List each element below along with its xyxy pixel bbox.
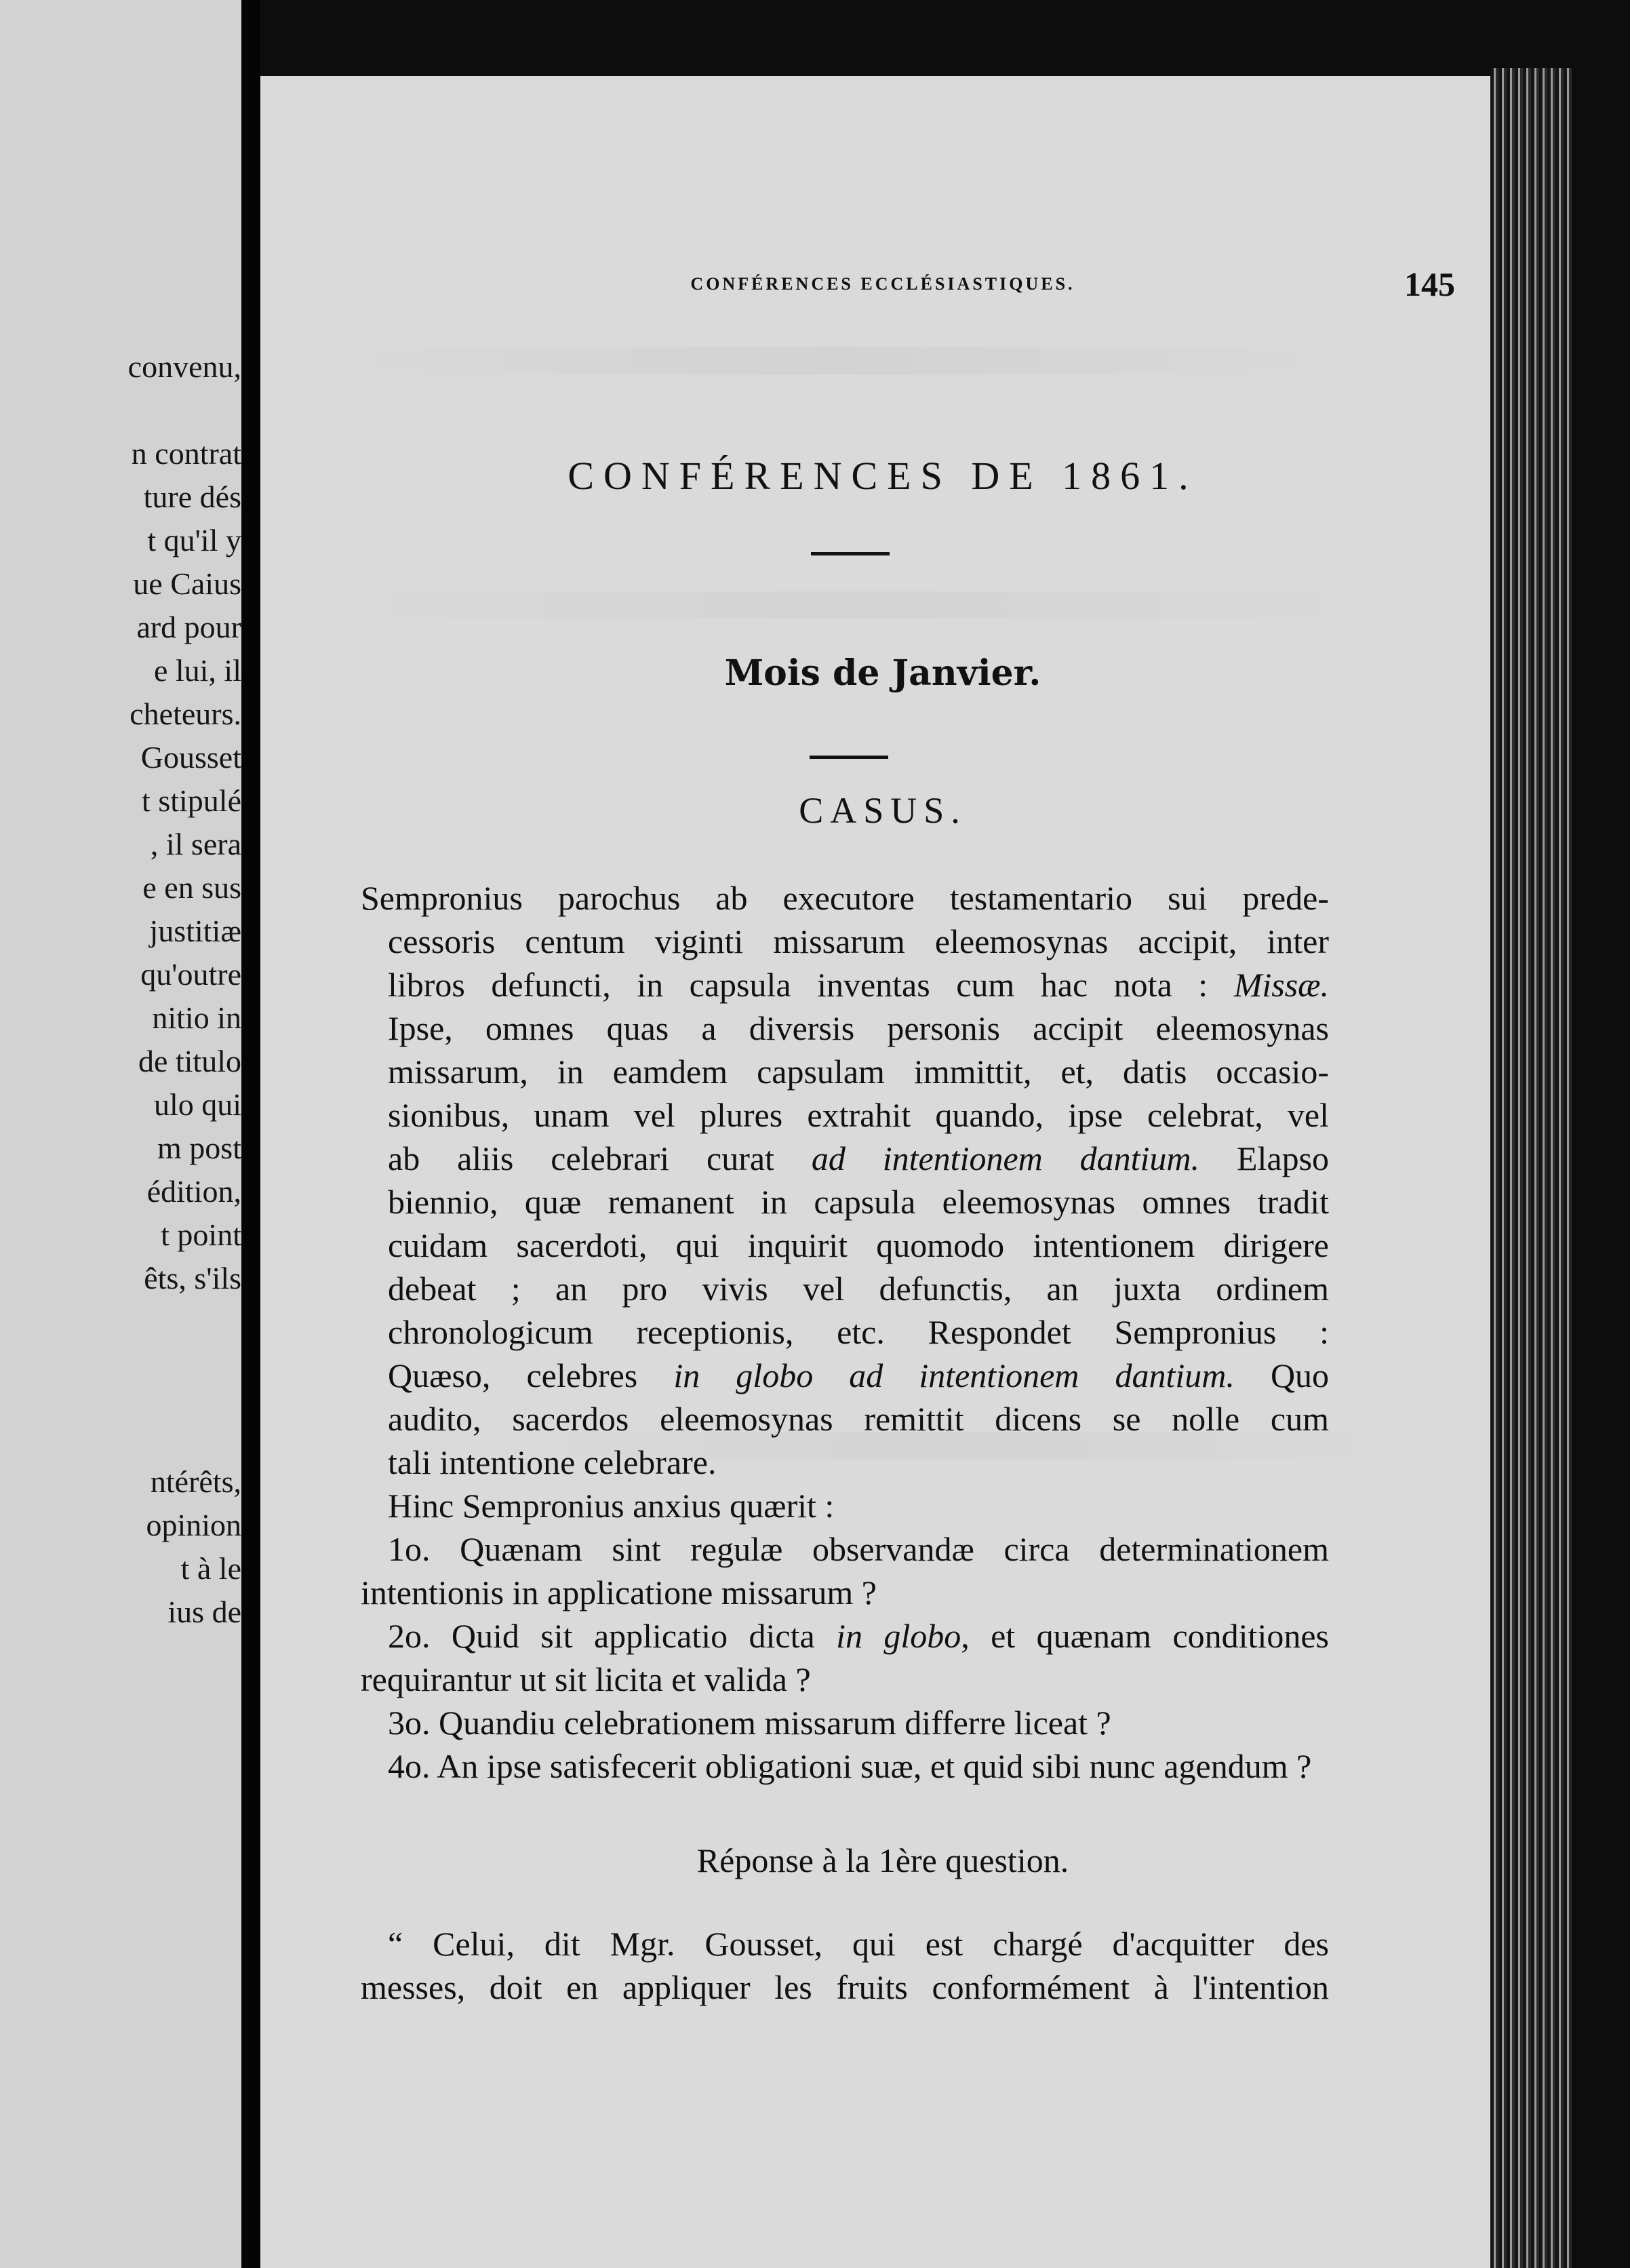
quote-line [361, 1966, 1329, 2009]
quote-line [388, 1922, 1329, 1966]
line-text: audito, sacerdos eleemosynas remittit dicens se nolle cum [388, 1400, 1329, 1438]
page-title: CONFÉRENCES DE 1861. [568, 454, 1198, 498]
line-text: debeat ; an pro vivis vel defunctis, an juxta ordinem [388, 1270, 1329, 1308]
line-text: tali intentione celebrare. [388, 1443, 717, 1481]
running-head: CONFÉRENCES ECCLÉSIASTIQUES. [690, 274, 1075, 294]
bleed-through-shadow [328, 347, 1345, 374]
italic-missae: Missæ. [1233, 966, 1329, 1004]
page-number: 145 [1404, 265, 1455, 303]
line-text: cessoris centum viginti missarum eleemosynas accipit, inter [388, 922, 1329, 960]
left-page-line: , il sera [150, 827, 241, 861]
left-page-line: t qu'il y [147, 523, 241, 558]
left-page-line: n contrat [131, 436, 241, 471]
question-3: 3o. Quandiu celebrationem missarum differre liceat ? [388, 1704, 1111, 1742]
left-page-line: opinion [146, 1508, 241, 1542]
paragraph-line [388, 1006, 1329, 1050]
line-text: Elapso [1236, 1139, 1330, 1177]
line-text: cuidam sacerdoti, qui inquirit quomodo intentionem dirigere [388, 1226, 1329, 1264]
ornamental-rule [810, 756, 888, 759]
left-page-line: êts, s'ils [144, 1261, 241, 1295]
left-page-line: qu'outre [140, 957, 241, 992]
question-2 [361, 1614, 1329, 1701]
left-page-line: ulo qui [153, 1087, 241, 1122]
q2-italic: in globo [836, 1617, 961, 1655]
q2-text-b: , et quænam conditiones requirantur ut sit licita et valida ? [361, 1617, 1329, 1698]
line-text: Ipse, omnes quas a diversis personis accipit eleemosynas [388, 1009, 1329, 1047]
bleed-through-shadow [328, 591, 1379, 619]
paragraph-line [388, 1441, 1329, 1484]
line-text: “ Celui, dit Mgr. Gousset, qui est chargé d'acquitter des [388, 1925, 1329, 1963]
paragraph-line [388, 1354, 1329, 1397]
line-text: biennio, quæ remanent in capsula eleemosynas omnes tradit [388, 1183, 1329, 1221]
left-page-line: Gousset [140, 740, 241, 775]
left-page-line: nitio in [152, 1000, 241, 1035]
response-heading: Réponse à la 1ère question. [696, 1841, 1069, 1879]
hinc-line: Hinc Sempronius anxius quærit : [388, 1487, 835, 1525]
left-page-line: ius de [167, 1595, 241, 1629]
left-page-line: de titulo [138, 1044, 241, 1078]
italic-in-globo: in globo ad intentionem dantium. [673, 1356, 1235, 1394]
left-page-line: cheteurs. [130, 697, 241, 731]
left-page-line: justitiæ [149, 914, 241, 948]
ornamental-rule [811, 552, 890, 555]
line-text: ab aliis celebrari curat [388, 1139, 774, 1177]
line-text: Quæso, celebres [388, 1356, 638, 1394]
left-page-line: édition, [146, 1174, 241, 1209]
paragraph-line [388, 1397, 1329, 1441]
left-page-line: ture dés [143, 480, 241, 514]
italic-ad-intentionem: ad intentionem dantium. [811, 1139, 1200, 1177]
left-page-line: ard pour [136, 610, 241, 644]
left-page-line: t point [161, 1217, 241, 1252]
line-text: chronologicum receptionis, etc. Respondet Sempronius : [388, 1313, 1329, 1351]
left-page-line: t à le [180, 1551, 241, 1586]
question-1: 1o. Quænam sint regulæ observandæ circa determinationem intentionis in applicatione missarum ? [361, 1530, 1329, 1611]
page-edges [1490, 68, 1572, 2268]
paragraph-line [388, 963, 1329, 1006]
line-text: messes, doit en appliquer les fruits conformément à l'intention [361, 1968, 1329, 2006]
line-text: libros defuncti, in capsula inventas cum hac nota : [388, 966, 1208, 1004]
left-page-fragment [0, 0, 241, 2268]
line-text: missarum, in eamdem capsulam immittit, et, datis occasio- [388, 1053, 1329, 1091]
question-4: 4o. An ipse satisfecerit obligationi suæ, et quid sibi nunc agendum ? [388, 1747, 1312, 1785]
line-text: Sempronius parochus ab executore testamentario sui prede- [361, 879, 1329, 917]
paragraph-line [388, 1050, 1329, 1093]
q2-text: 2o. Quid sit applicatio dicta [388, 1617, 815, 1655]
left-page-line: ntérêts, [150, 1464, 241, 1499]
paragraph-line [388, 1093, 1329, 1137]
left-page-line: convenu, [127, 349, 241, 384]
left-page-line: m post [157, 1131, 241, 1165]
paragraph-line [388, 1310, 1329, 1354]
right-page [260, 76, 1505, 2268]
section-subtitle: Mois de Janvier. [724, 652, 1041, 694]
paragraph-line [388, 1180, 1329, 1224]
left-page-line: t stipulé [142, 783, 241, 818]
paragraph-line [388, 1137, 1329, 1180]
left-page-line: e en sus [142, 870, 241, 905]
line-text: sionibus, unam vel plures extrahit quando, ipse celebrat, vel [388, 1096, 1329, 1134]
paragraph-line [388, 1267, 1329, 1310]
line-text: Quo [1270, 1356, 1330, 1394]
paragraph-line [388, 920, 1329, 963]
casus-heading: CASUS. [799, 790, 967, 831]
left-page-line: ue Caius [133, 566, 241, 601]
paragraph-line [361, 876, 1329, 920]
book-gutter [241, 0, 260, 2268]
left-page-line: e lui, il [153, 653, 241, 688]
paragraph-line [388, 1224, 1329, 1267]
